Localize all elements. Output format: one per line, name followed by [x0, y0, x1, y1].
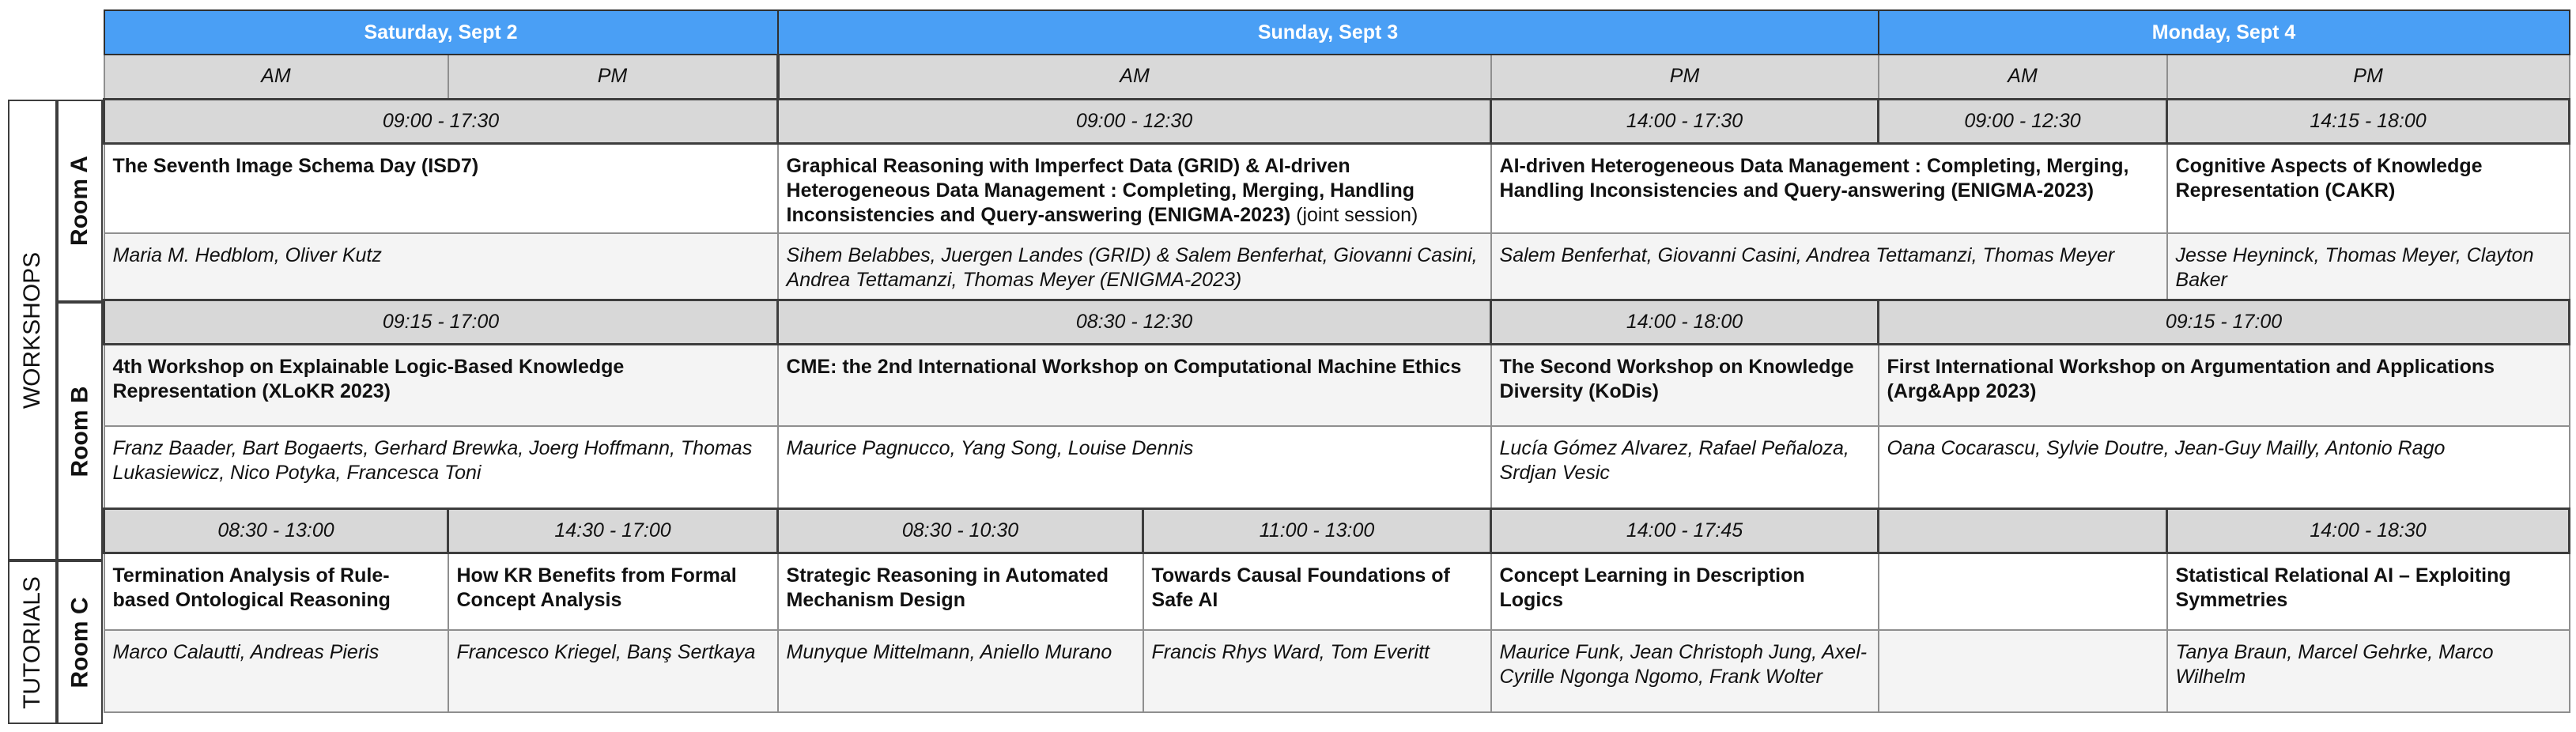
session-title	[1879, 553, 2167, 630]
session-title: Cognitive Aspects of Knowledge Representation (CAKR)	[2167, 143, 2570, 233]
room-c-label: Room C	[57, 560, 103, 724]
sat-pm: PM	[448, 55, 778, 99]
room-c-time: 14:30 - 17:00	[448, 508, 778, 553]
session-title: 4th Workshop on Explainable Logic-Based Knowledge Representation (XLoKR 2023)	[104, 344, 778, 426]
session-authors: Jesse Heyninck, Thomas Meyer, Clayton Baker	[2167, 233, 2570, 300]
room-b-time: 09:15 - 17:00	[104, 300, 778, 344]
room-b-time: 08:30 - 12:30	[778, 300, 1491, 344]
session-authors: Tanya Braun, Marcel Gehrke, Marco Wilhelm	[2167, 630, 2570, 712]
workshops-label: WORKSHOPS	[8, 100, 57, 560]
session-authors: Lucía Gómez Alvarez, Rafael Peñaloza, Srdjan Vesic	[1491, 426, 1879, 508]
room-a-time: 14:15 - 18:00	[2167, 99, 2570, 143]
session-authors: Francis Rhys Ward, Tom Everitt	[1143, 630, 1491, 712]
session-authors: Maurice Pagnucco, Yang Song, Louise Dennis	[778, 426, 1491, 508]
session-title: The Second Workshop on Knowledge Diversity (KoDis)	[1491, 344, 1879, 426]
session-title: Strategic Reasoning in Automated Mechanism Design	[778, 553, 1143, 630]
session-title: CME: the 2nd International Workshop on Computational Machine Ethics	[778, 344, 1491, 426]
room-b-label: Room B	[57, 302, 103, 560]
schedule-table	[103, 9, 2570, 713]
room-c-time: 08:30 - 10:30	[778, 508, 1143, 553]
room-c-time: 08:30 - 13:00	[104, 508, 448, 553]
room-a-time: 09:00 - 17:30	[104, 99, 778, 143]
session-authors	[1879, 630, 2167, 712]
room-c-time: 14:00 - 18:30	[2167, 508, 2570, 553]
session-title: First International Workshop on Argumentation and Applications (Arg&App 2023)	[1879, 344, 2570, 426]
room-c-time	[1879, 508, 2167, 553]
session-title: Termination Analysis of Rule-based Ontological Reasoning	[104, 553, 448, 630]
session-title: Graphical Reasoning with Imperfect Data (GRID) & AI-driven Heterogeneous Data Management : Completing, Merging, Handling Inconsistencies and Query-answering (ENIGMA-2023) (joint session)	[778, 143, 1491, 233]
session-title: Statistical Relational AI – Exploiting Symmetries	[2167, 553, 2570, 630]
room-a-time: 09:00 - 12:30	[778, 99, 1491, 143]
session-title: How KR Benefits from Formal Concept Analysis	[448, 553, 778, 630]
session-title: Concept Learning in Description Logics	[1491, 553, 1879, 630]
session-title: The Seventh Image Schema Day (ISD7)	[104, 143, 778, 233]
session-authors: Franz Baader, Bart Bogaerts, Gerhard Brewka, Joerg Hoffmann, Thomas Lukasiewicz, Nico Potyka, Francesca Toni	[104, 426, 778, 508]
session-authors: Salem Benferhat, Giovanni Casini, Andrea Tettamanzi, Thomas Meyer	[1491, 233, 2167, 300]
sun-pm: PM	[1491, 55, 1879, 99]
session-authors: Maurice Funk, Jean Christoph Jung, Axel-Cyrille Ngonga Ngomo, Frank Wolter	[1491, 630, 1879, 712]
day-header-saturday: Saturday, Sept 2	[104, 10, 778, 55]
mon-pm: PM	[2167, 55, 2570, 99]
session-title: AI-driven Heterogeneous Data Management : Completing, Merging, Handling Inconsistencies and Query-answering (ENIGMA-2023)	[1491, 143, 2167, 233]
room-b-time: 09:15 - 17:00	[1879, 300, 2570, 344]
sun-am: AM	[778, 55, 1491, 99]
session-authors: Munyque Mittelmann, Aniello Murano	[778, 630, 1143, 712]
room-c-time: 14:00 - 17:45	[1491, 508, 1879, 553]
session-title: Towards Causal Foundations of Safe AI	[1143, 553, 1491, 630]
room-a-time: 09:00 - 12:30	[1879, 99, 2167, 143]
room-b-time: 14:00 - 18:00	[1491, 300, 1879, 344]
session-note: (joint session)	[1290, 203, 1418, 226]
day-header-monday: Monday, Sept 4	[1879, 10, 2570, 55]
tutorials-label: TUTORIALS	[8, 560, 57, 724]
sat-am: AM	[104, 55, 448, 99]
room-c-time: 11:00 - 13:00	[1143, 508, 1491, 553]
session-authors: Oana Cocarascu, Sylvie Doutre, Jean-Guy Mailly, Antonio Rago	[1879, 426, 2570, 508]
session-authors: Maria M. Hedblom, Oliver Kutz	[104, 233, 778, 300]
session-authors: Sihem Belabbes, Juergen Landes (GRID) & Salem Benferhat, Giovanni Casini, Andrea Tettamanzi, Thomas Meyer (ENIGMA-2023)	[778, 233, 1491, 300]
room-a-time: 14:00 - 17:30	[1491, 99, 1879, 143]
mon-am: AM	[1879, 55, 2167, 99]
session-authors: Marco Calautti, Andreas Pieris	[104, 630, 448, 712]
room-a-label: Room A	[57, 100, 103, 302]
session-authors: Francesco Kriegel, Banş Sertkaya	[448, 630, 778, 712]
day-header-sunday: Sunday, Sept 3	[778, 10, 1879, 55]
